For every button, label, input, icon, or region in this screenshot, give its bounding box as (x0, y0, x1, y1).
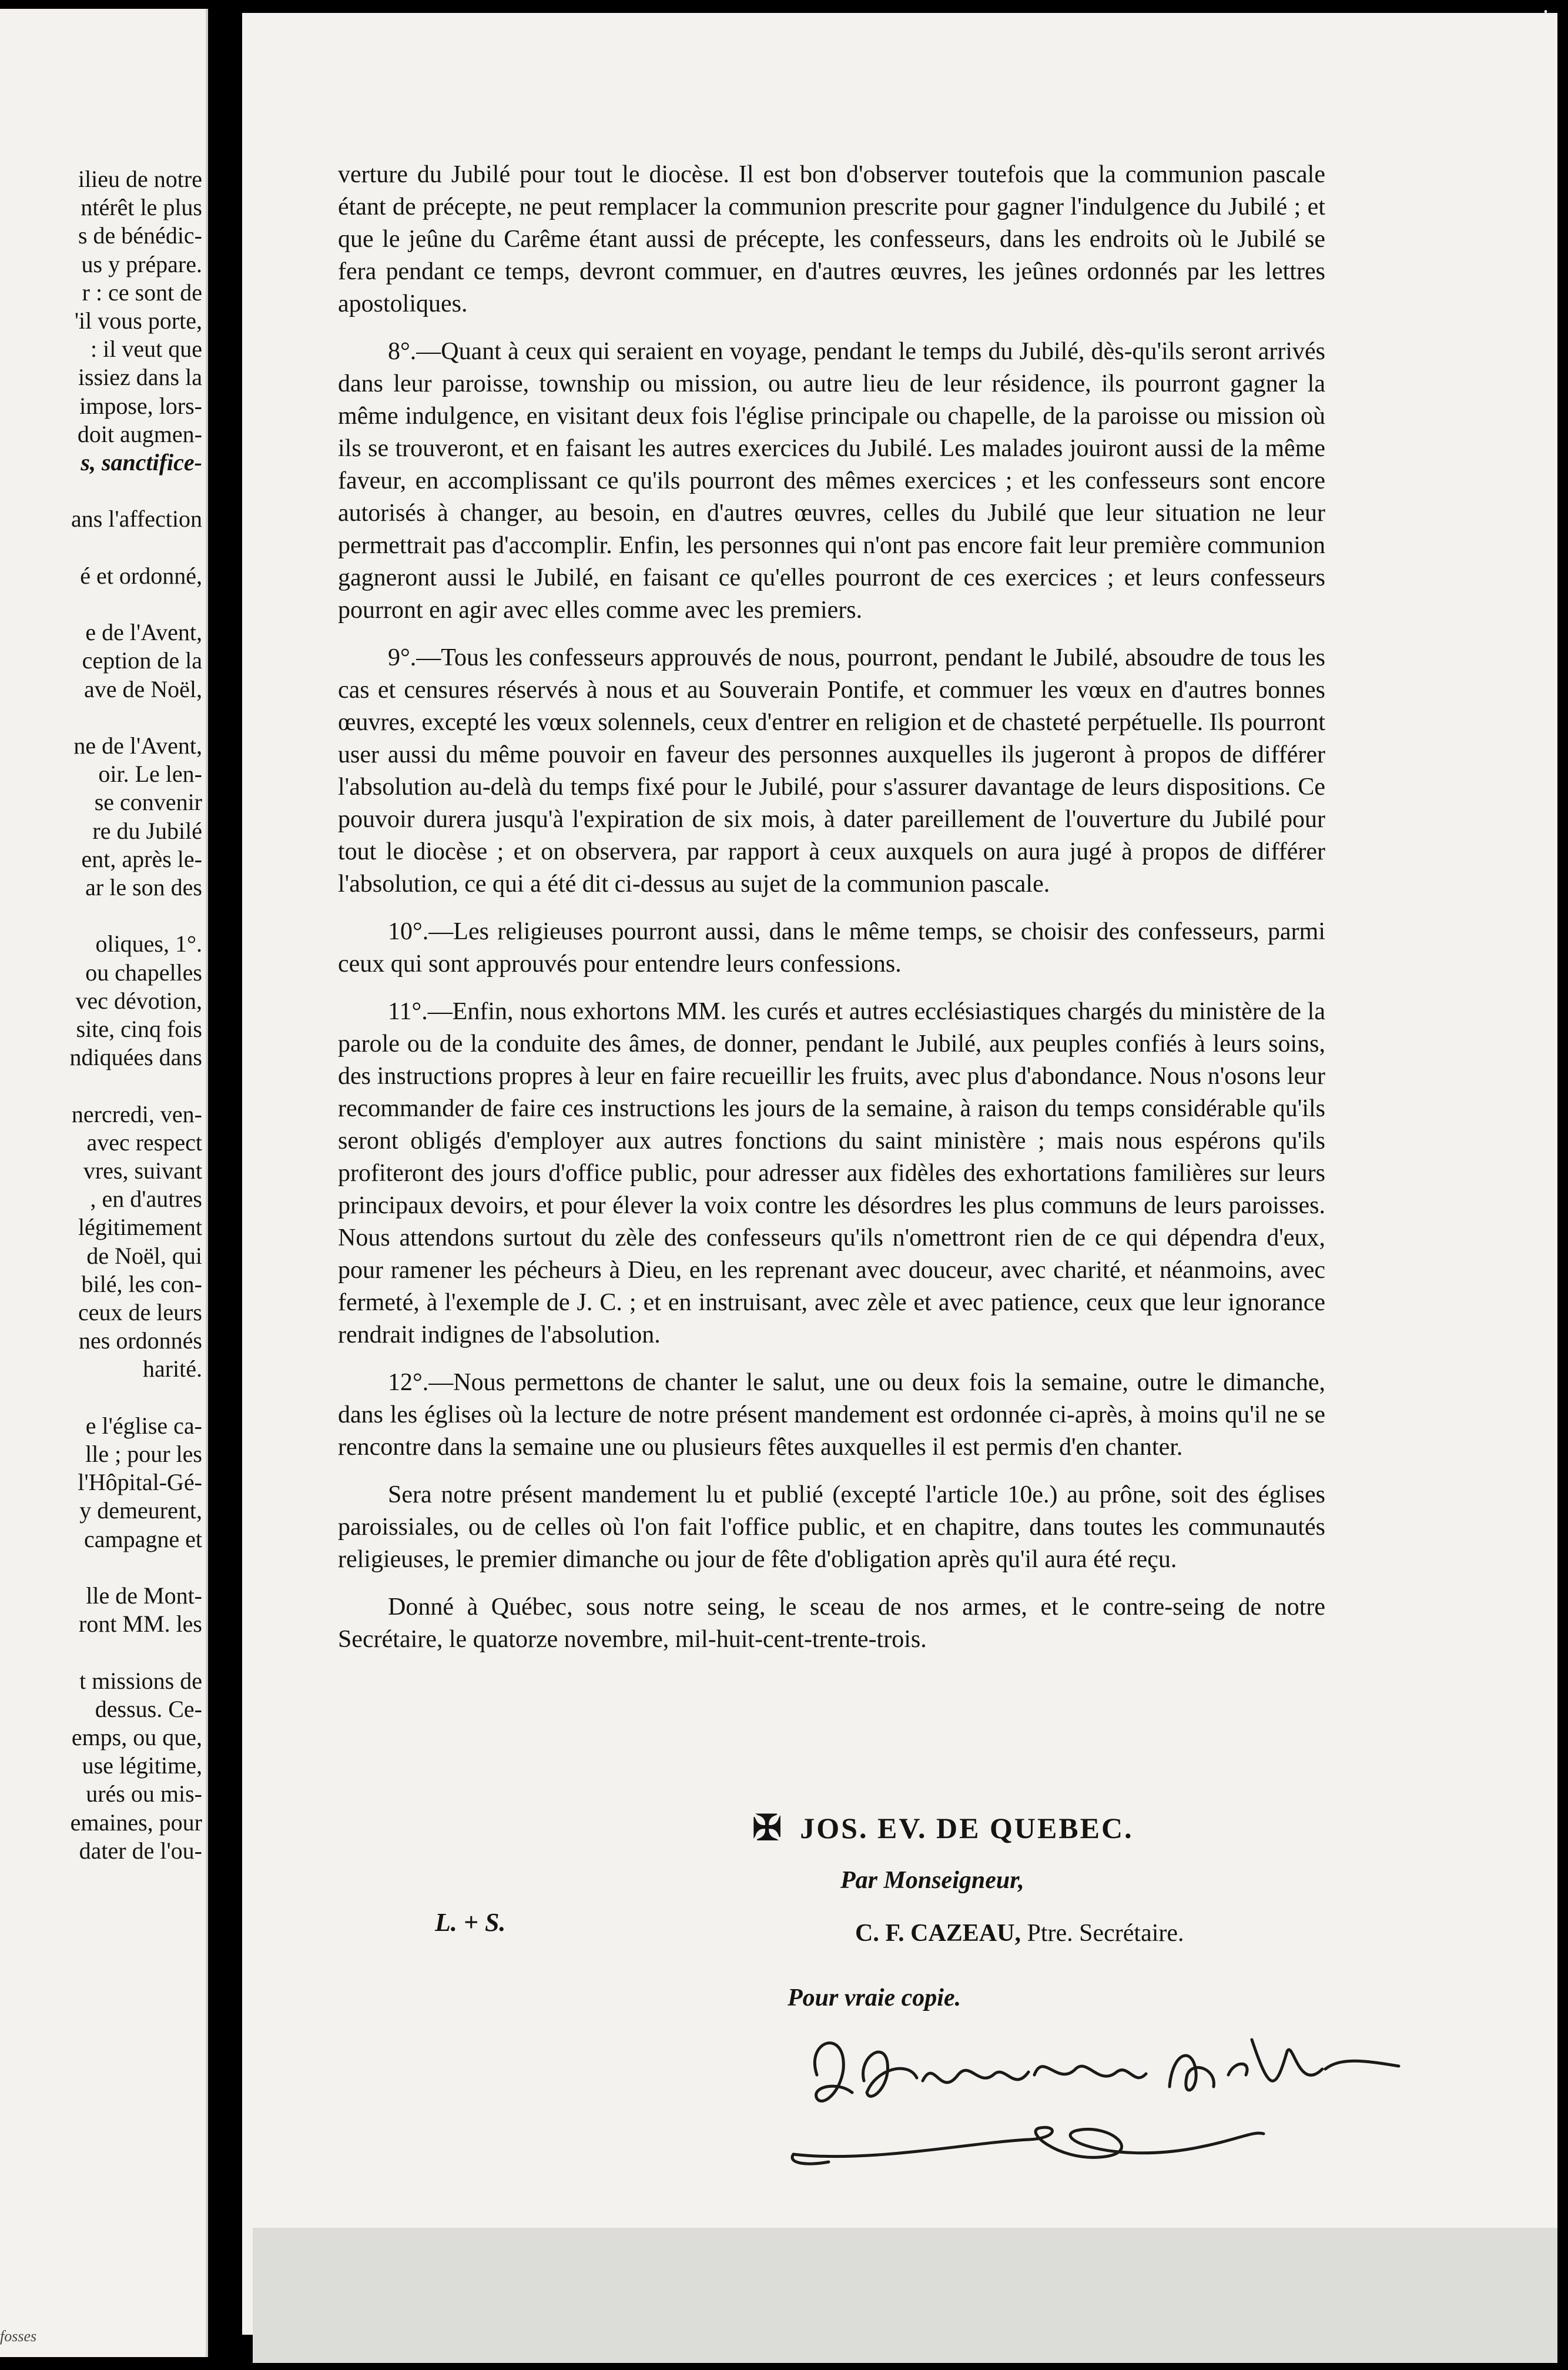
article-12 (338, 1367, 1325, 1464)
left-page-line: use légitime, (82, 1752, 202, 1779)
article-11 (338, 996, 1325, 1351)
bishop-name: JOS. EV. DE QUEBEC. (800, 1812, 1134, 1845)
paragraph-text: —Les religieuses pourront aussi, dans le même temps, se choisir des confesseurs, parmi ceux qui sont approuvés pour entendre leurs confessions. (338, 918, 1325, 978)
episcopal-cross-icon: ✠ (752, 1809, 784, 1847)
article-number: 8°. (388, 338, 417, 365)
left-page-line: ntérêt le plus (81, 194, 202, 221)
left-page-line: : il veut que (91, 336, 202, 363)
left-page-line: dater de l'ou- (79, 1837, 202, 1864)
article-number: 10°. (388, 918, 429, 945)
left-page-line: bilé, les con- (81, 1270, 202, 1297)
paragraph-text: —Tous les confesseurs approuvés de nous, pourront, pendant le Jubilé, absoudre de tous les cas et censures réservés à nous et au Souverain Pontife, et commuer les vœux en d'autres bonnes œuvres, excepté les vœux solennels, ceux d'entrer en religion et de chasteté perpétuelle. Ils pourront user aussi du même pouvoir en faveur des personnes auxquelles ils jugeront à propos de différer l'absolution au-delà du temps fixé pour le Jubilé, pour s'assurer davantage de leurs dispositions. Ce pouvoir durera jusqu'à l'expiration de six mois, à dater pareillement de l'ouverture du Jubilé pour tout le diocèse ; et on observera, par rapport à ceux auxquels on aura jugé à propos de différer l'absolution, ce qui a été dit ci-dessus au sujet de la communion pascale. (338, 644, 1325, 898)
page-bottom-edge (253, 2228, 1557, 2363)
left-page-line: nercredi, ven- (71, 1100, 202, 1127)
left-page-line: légitimement (78, 1214, 202, 1241)
left-page-line: nes ordonnés (79, 1327, 202, 1354)
handwritten-signature (782, 2004, 1428, 2187)
left-page-line: urés ou mis- (86, 1780, 202, 1807)
left-page-line: impose, lors- (79, 392, 202, 419)
left-page-line: ent, après le- (81, 845, 202, 872)
secretary-name: C. F. CAZEAU, (855, 1920, 1021, 1947)
left-page-line: lle ; pour les (85, 1441, 202, 1467)
seal-mark: L. + S. (435, 1908, 506, 1937)
article-9 (338, 642, 1325, 901)
left-page-line: campagne et (84, 1525, 202, 1552)
article-8 (338, 336, 1325, 627)
paragraph-text: —Enfin, nous exhortons MM. les curés et autres ecclésiastiques chargés du ministère de la parole ou de la conduite des âmes, de donner, pendant le Jubilé, aux peuples confiés à leurs soins, des instructions propres à leur en faire recueillir les fruits, avec plus d'abondance. Nous n'osons leur recommander de faire ces instructions les jours de la semaine, à raison du temps considérable qu'ils seront obligés d'employer aux autres fonctions du saint ministère ; mais nous espérons qu'ils profiteront des jours d'office public, pour adresser aux fidèles des exhortations familières sur leurs principaux devoirs, et pour élever la voix contre les désordres les plus communs de leurs paroisses. Nous attendons surtout du zèle des confesseurs qu'ils n'omettront rien de ce qui dépendra d'eux, pour ramener les pécheurs à Dieu, en les reprenant avec douceur, avec charité, et néanmoins, avec fermeté, à l'exemple de J. C. ; et en instruisant, avec zèle et avec patience, ceux que leur ignorance rendrait indignes de l'absolution. (338, 998, 1325, 1348)
dating-clause (338, 1591, 1325, 1656)
left-page-line: l'Hôpital-Gé- (78, 1469, 202, 1496)
left-page-line: ilieu de notre (78, 166, 202, 192)
left-page-line: ception de la (82, 647, 202, 674)
left-page-line: vres, suivant (83, 1157, 202, 1184)
left-page-line: y demeurent, (79, 1497, 202, 1524)
left-page-line: s, sanctifice- (81, 449, 202, 476)
secretary-line (855, 1919, 1184, 1947)
article-number: 9°. (388, 644, 417, 671)
left-page-line: site, cinq fois (76, 1016, 202, 1042)
left-page-line: issiez dans la (78, 364, 202, 391)
article-number: 12°. (388, 1369, 429, 1396)
left-page-line: ar le son des (85, 874, 202, 901)
left-page-line: harité. (142, 1355, 202, 1382)
paragraph-text: —Quant à ceux qui seraient en voyage, pendant le temps du Jubilé, dès-qu'ils seront arrivés dans leur paroisse, township ou mission, ou autre lieu de leur résidence, ils pourront gagner la même indulgence, en visitant deux fois l'église principale ou chapelle, de la paroisse ou mission où ils se trouveront, et en faisant les autres exercices du Jubilé. Les malades jouiront aussi de la même faveur, en accomplissant ce qu'ils pourront des mêmes exercices ; et les confesseurs sont encore autorisés à changer, au besoin, en d'autres œuvres, celles du Jubilé que leur situation ne leur permettrait pas d'accomplir. Enfin, les personnes qui n'ont pas encore fait leur première communion gagneront aussi le Jubilé, en faisant ce qu'elles pourront de ces exercices ; et leurs confesseurs pourront en agir avec elles comme avec les premiers. (338, 338, 1325, 624)
left-page-line: t missions de (79, 1667, 202, 1694)
left-page-line: ne de l'Avent, (73, 732, 202, 759)
secretary-title: Ptre. Secrétaire. (1027, 1920, 1184, 1947)
paragraph-text: verture du Jubilé pour tout le diocèse. Il est bon d'observer toutefois que la communion pascale étant de précepte, ne peut remplacer la communion prescrite pour gagner l'indulgence du Jubilé ; et que le jeûne du Carême étant aussi de précepte, les confesseurs, dans les endroits où le Jubilé se fera pendant ce temps, devront commuer, en d'autres œuvres, les jeûnes ordonnés par les lettres apostoliques. (338, 161, 1325, 317)
left-page-line: ndiquées dans (69, 1044, 202, 1071)
left-page-line: , en d'autres (90, 1186, 202, 1213)
paragraph-text: Donné à Québec, sous notre seing, le sceau de nos armes, et le contre-seing de notre Secrétaire, le quatorze novembre, mil-huit-cent-trente-trois. (338, 1594, 1325, 1653)
left-page-line: ront MM. les (79, 1611, 202, 1638)
left-page-line: vec dévotion, (75, 987, 202, 1014)
certified-copy-label: Pour vraie copie. (788, 1984, 961, 2011)
left-page-line: r : ce sont de (82, 279, 202, 306)
left-page-line: é et ordonné, (80, 562, 202, 589)
left-page-line: ave de Noël, (83, 675, 202, 702)
left-page-line: e de l'Avent, (85, 619, 202, 646)
left-page-line: oliques, 1°. (95, 930, 202, 958)
paragraph-text: —Nous permettons de chanter le salut, une ou deux fois la semaine, outre le dimanche, dans les églises où la lecture de notre présent mandement est ordonnée ci-après, à moins qu'il ne se rencontre dans la semaine une ou plusieurs fêtes auxquelles il est permis d'en chanter. (338, 1369, 1325, 1461)
article-10 (338, 916, 1325, 980)
publication-order (338, 1479, 1325, 1576)
par-monseigneur: Par Monseigneur, (840, 1867, 1024, 1894)
left-page-line: oir. Le len- (98, 761, 202, 788)
paragraph-continuation (338, 159, 1325, 320)
left-page-line: doit augmen- (77, 420, 202, 447)
left-page-footer-fragment: fosses (0, 2328, 37, 2345)
left-page-line: 'il vous porte, (74, 307, 202, 334)
left-page-line: lle de Mont- (86, 1582, 202, 1609)
left-page-line: re du Jubilé (92, 817, 202, 844)
left-page-fragment (0, 9, 208, 2357)
left-page-line: ans l'affection (71, 506, 202, 533)
corner-mark: · (1542, 0, 1550, 25)
left-page-line: e l'église ca- (85, 1412, 202, 1439)
bishop-signature (752, 1807, 1134, 1849)
mandement-body (338, 159, 1325, 1671)
left-page-line: ou chapelles (85, 959, 202, 986)
left-page-line: avec respect (86, 1129, 202, 1156)
left-page-line: us y prépare. (81, 250, 202, 277)
left-page-line: emaines, pour (70, 1809, 202, 1836)
left-page-line: s de bénédic- (78, 222, 202, 249)
left-page-line: de Noël, qui (86, 1242, 202, 1269)
left-page-line: se convenir (94, 789, 202, 816)
left-page-line: dessus. Ce- (95, 1695, 202, 1722)
article-number: 11°. (388, 998, 428, 1025)
paragraph-text: Sera notre présent mandement lu et publié (excepté l'article 10e.) au prône, soit des églises paroissiales, ou de celles où l'on fait l'office public, et en chapitre, dans toutes les communautés religieuses, le premier dimanche ou jour de fête d'obligation après qu'il aura été reçu. (338, 1481, 1325, 1573)
left-page-line: emps, ou que, (71, 1724, 202, 1750)
left-page-line: ceux de leurs (78, 1299, 202, 1325)
